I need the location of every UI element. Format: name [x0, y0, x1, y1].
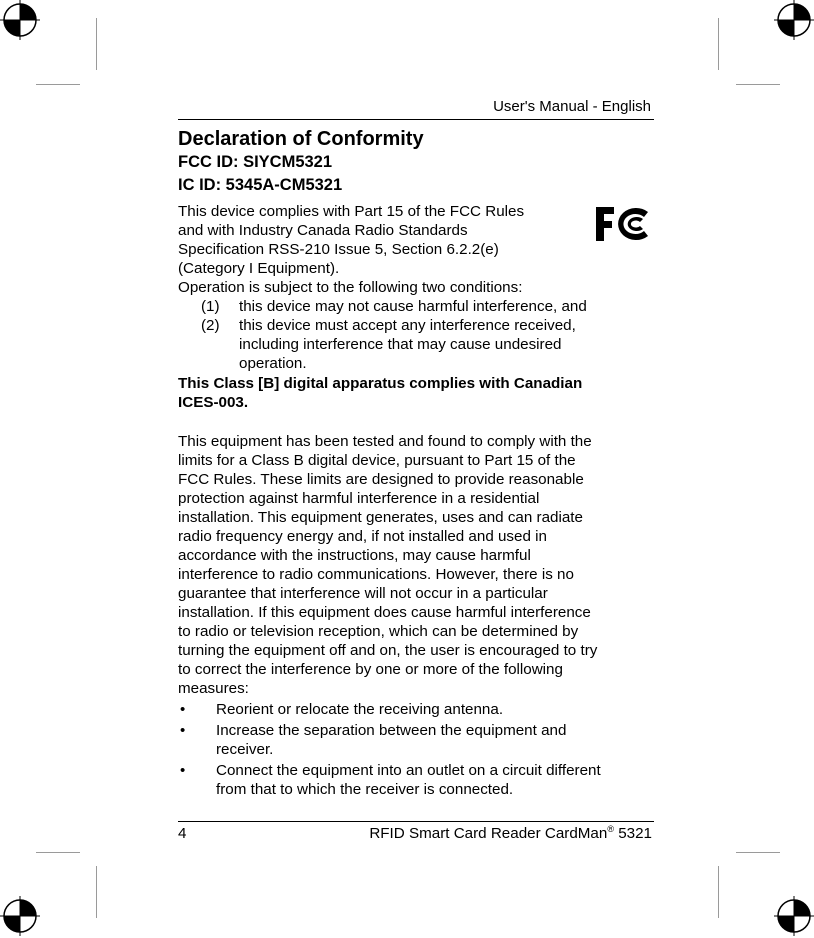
- text-line: Specification RSS-210 Issue 5, Section 6.2.2(e): [178, 241, 499, 258]
- text-line: receiver.: [216, 741, 274, 758]
- bullet-icon: •: [180, 701, 186, 718]
- registration-mark-icon: [0, 0, 40, 40]
- text-line: guarantee that interference will not occur in a particular: [178, 585, 548, 602]
- text-line: measures:: [178, 680, 249, 697]
- text-line: installation. If this equipment does cause harmful interference: [178, 604, 591, 621]
- text-line: FCC Rules. These limits are designed to provide reasonable: [178, 471, 584, 488]
- bullet-icon: •: [180, 762, 186, 779]
- text-line: this device may not cause harmful interference, and: [239, 298, 587, 315]
- condition-item: [239, 297, 587, 316]
- bullet-icon: •: [180, 722, 186, 739]
- text-line: to correct the interference by one or more of the following: [178, 661, 563, 678]
- class-statement: [178, 374, 582, 412]
- conditions-intro: Operation is subject to the following two conditions:: [178, 279, 523, 296]
- page-title: Declaration of Conformity: [178, 128, 424, 150]
- registered-mark: ®: [607, 824, 614, 834]
- footer-rule: [178, 821, 654, 822]
- compliance-statement: [178, 202, 524, 297]
- crop-mark: [736, 852, 780, 853]
- text-line: Increase the separation between the equipment and: [216, 722, 567, 739]
- product-name: RFID Smart Card Reader CardMan: [369, 825, 608, 842]
- equipment-statement: [178, 432, 597, 698]
- crop-mark: [36, 852, 80, 853]
- crop-mark: [718, 866, 719, 918]
- measure-item: [216, 761, 601, 799]
- fcc-logo-icon: [594, 204, 652, 244]
- text-line: (Category I Equipment).: [178, 260, 340, 277]
- measure-item: [216, 700, 503, 719]
- condition-item: [239, 316, 576, 373]
- crop-mark: [36, 84, 80, 85]
- text-line: This Class [B] digital apparatus complies with Canadian: [178, 375, 583, 392]
- text-line: accordance with the instructions, may cause harmful: [178, 547, 531, 564]
- measure-item: [216, 721, 566, 759]
- text-line: Connect the equipment into an outlet on a circuit different: [216, 762, 601, 779]
- registration-mark-icon: [774, 896, 814, 936]
- running-header: User's Manual - English: [493, 98, 651, 115]
- text-line: interference to radio communications. However, there is no: [178, 566, 574, 583]
- header-rule: [178, 119, 654, 120]
- text-line: including interference that may cause undesired: [239, 336, 562, 353]
- crop-mark: [718, 18, 719, 70]
- text-line: this device must accept any interference received,: [239, 317, 576, 334]
- text-line: turning the equipment off and on, the user is encouraged to try: [178, 642, 598, 659]
- text-line: ICES-003.: [178, 394, 249, 411]
- crop-mark: [736, 84, 780, 85]
- fcc-id: FCC ID: SIYCM5321: [178, 153, 333, 171]
- condition-number: (1): [201, 298, 220, 315]
- text-line: radio frequency energy and, if not installed and used in: [178, 528, 547, 545]
- ic-id: IC ID: 5345A-CM5321: [178, 176, 343, 194]
- model-number: 5321: [618, 825, 652, 842]
- crop-mark: [96, 18, 97, 70]
- text-line: operation.: [239, 355, 307, 372]
- crop-mark: [96, 866, 97, 918]
- text-line: to radio or television reception, which can be determined by: [178, 623, 579, 640]
- registration-mark-icon: [0, 896, 40, 936]
- text-line: and with Industry Canada Radio Standards: [178, 222, 468, 239]
- running-footer: [369, 824, 652, 843]
- text-line: from that to which the receiver is connected.: [216, 781, 514, 798]
- condition-number: (2): [201, 317, 220, 334]
- text-line: limits for a Class B digital device, pursuant to Part 15 of the: [178, 452, 576, 469]
- page-number: 4: [178, 825, 187, 842]
- text-line: This device complies with Part 15 of the FCC Rules: [178, 203, 525, 220]
- text-line: installation. This equipment generates, uses and can radiate: [178, 509, 583, 526]
- registration-mark-icon: [774, 0, 814, 40]
- text-line: Reorient or relocate the receiving antenna.: [216, 701, 504, 718]
- text-line: This equipment has been tested and found to comply with the: [178, 433, 592, 450]
- text-line: protection against harmful interference in a residential: [178, 490, 540, 507]
